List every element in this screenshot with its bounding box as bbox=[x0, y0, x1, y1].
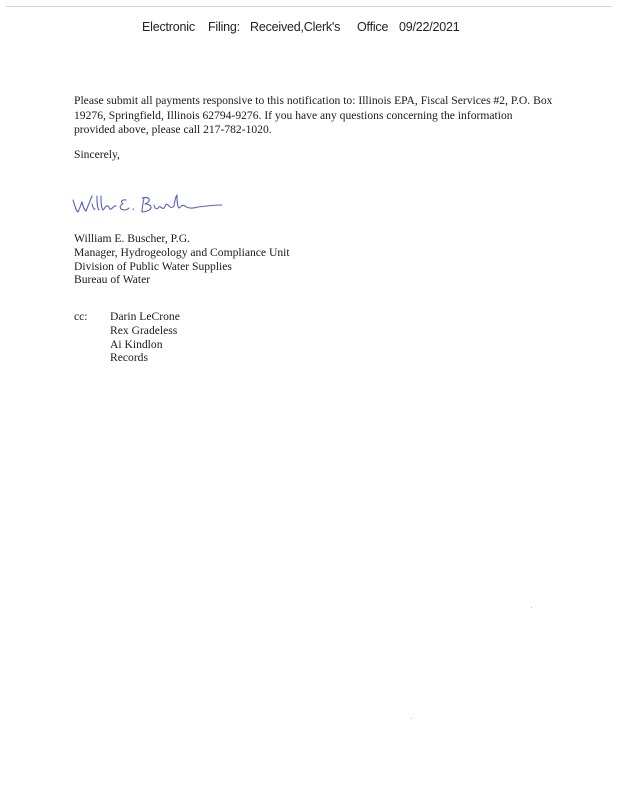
signer-division: Division of Public Water Supplies bbox=[74, 259, 232, 273]
cc-recipient: Ai Kindlon bbox=[110, 337, 163, 351]
signer-bureau: Bureau of Water bbox=[74, 273, 151, 287]
scan-speck bbox=[531, 607, 532, 608]
handwritten-signature bbox=[70, 190, 230, 220]
cc-recipient-list bbox=[110, 310, 180, 365]
cc-recipient: Rex Gradeless bbox=[110, 323, 178, 337]
signature-block bbox=[74, 232, 290, 287]
cc-label: cc: bbox=[74, 310, 88, 323]
stamp-date: 09/22/2021 bbox=[399, 20, 460, 34]
signer-title: Manager, Hydrogeology and Compliance Unit bbox=[74, 245, 290, 259]
signer-name: William E. Buscher, P.G. bbox=[74, 232, 190, 245]
stamp-part: Office bbox=[357, 20, 389, 34]
top-scan-rule bbox=[6, 6, 612, 7]
closing-salutation: Sincerely, bbox=[74, 148, 120, 161]
stamp-part: Filing: bbox=[208, 20, 240, 34]
stamp-part: Received,Clerk's bbox=[250, 20, 341, 34]
scan-speck bbox=[411, 718, 412, 719]
cc-recipient: Records bbox=[110, 351, 148, 365]
payment-instructions-paragraph: Please submit all payments responsive to this notification to: Illinois EPA, Fiscal Services #2, P.O. Box 19276, Springfield, Illinois 62794-9276. If you have any questions concerning the information provided above, please call 217-782-1020. bbox=[74, 94, 553, 136]
stamp-part: Electronic bbox=[142, 20, 195, 34]
cc-recipient: Darin LeCrone bbox=[110, 310, 180, 323]
electronic-filing-stamp bbox=[0, 20, 618, 38]
